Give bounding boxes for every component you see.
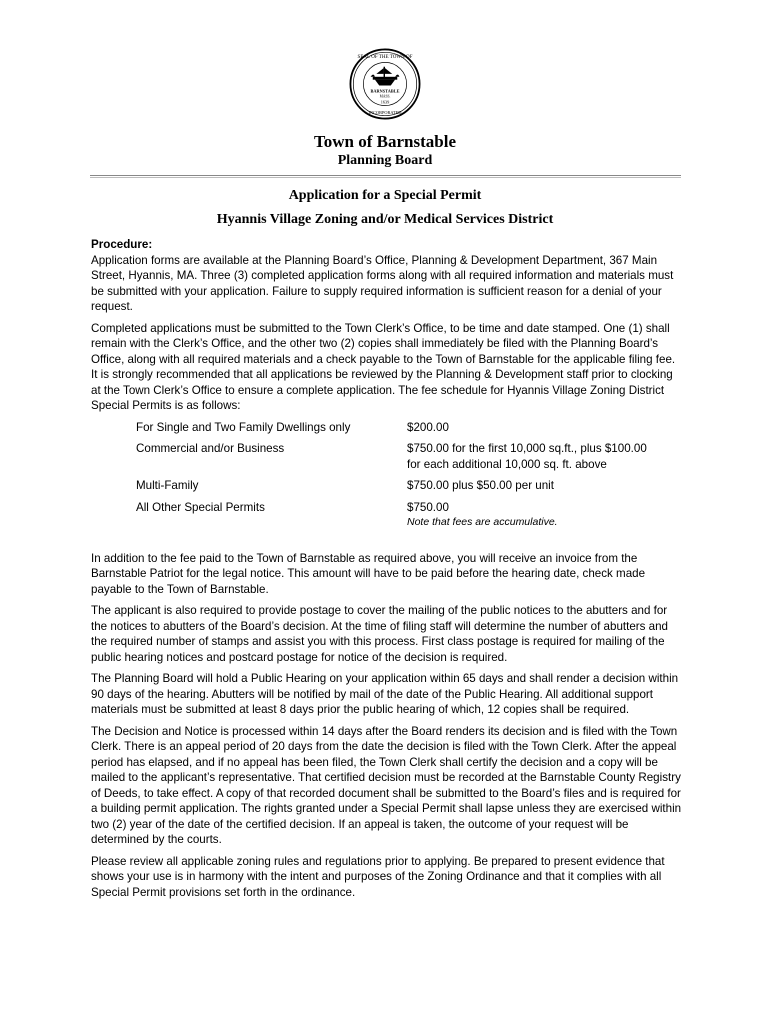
procedure-paragraph-1: Application forms are available at the Planning Board’s Office, Planning & Development Department, 367 Main Street, Hyannis, MA. Three (3) completed application forms along with all required information and materials must be submitted with your application. Failure to supply required information is sufficient reason for a denial of your request. <box>91 253 674 313</box>
postage-paragraph: The applicant is also required to provide postage to cover the mailing of the public notices to the abutters and for the notices to abutters of the Board’s decision. At the time of filing staff will determine the number of abutters and the required number of stamps and assist you with this process. First class postage is required for mailing of the public hearing notices and postcard postage for notice of the decision is required. <box>91 604 669 664</box>
fee-amount-block <box>407 441 683 472</box>
fee-amount: $750.00 for the first 10,000 sq.ft., plus $100.00 <box>407 442 647 455</box>
fee-row <box>136 500 683 531</box>
svg-text:INCORPORATED: INCORPORATED <box>368 110 402 116</box>
document-body <box>91 237 683 906</box>
svg-text:SEAL OF THE TOWN OF: SEAL OF THE TOWN OF <box>357 55 413 61</box>
spacer <box>91 537 683 551</box>
hearing-paragraph: The Planning Board will hold a Public Hearing on your application within 65 days and shall render a decision within 90 days of the hearing. Abutters will be notified by mail of the date of the Public Hearing. All additional support materials must be submitted at least 8 days prior the public hearing of which, 12 copies shall be required. <box>91 672 679 716</box>
review-paragraph: Please review all applicable zoning rules and regulations prior to applying. Be prepared to present evidence that shows your use is in harmony with the intent and purposes of the Zoning Ordinance and that it complies with all Special Permit provisions set forth in the ordinance. <box>91 854 665 899</box>
application-subtitle: Hyannis Village Zoning and/or Medical Services District <box>216 212 554 227</box>
fee-row <box>136 420 683 436</box>
svg-text:MASS.: MASS. <box>379 94 391 99</box>
fee-amount-continued: for each additional 10,000 sq. ft. above <box>407 457 607 471</box>
svg-text:1639: 1639 <box>380 99 390 105</box>
fee-category: Multi-Family <box>136 479 199 492</box>
fee-row <box>136 441 683 472</box>
fee-category: Commercial and/or Business <box>136 442 285 455</box>
decision-paragraph: The Decision and Notice is processed within 14 days after the Board renders its decision and is filed with the Town Clerk. There is an appeal period of 20 days from the date the decision is filed with the Town Clerk. After the appeal period has elapsed, and if no appeal has been filed, the Town Clerk shall certify the decision and a copy will be mailed to the applicant’s representative. That certified decision must be recorded at the Barnstable County Registry of Deeds, to take effect. A copy of that recorded document shall be submitted to the Board’s files and is required for a building permit application. The rights granted under a Special Permit shall lapse unless they are exercised within two (2) year of the date of the certified decision. If an appeal is taken, the outcome of your request will be determined by the courts. <box>91 724 682 846</box>
fee-category: For Single and Two Family Dwellings only <box>136 420 351 434</box>
fee-note: Note that fees are accumulative. <box>407 516 558 528</box>
page-subtitle: Planning Board <box>337 153 433 168</box>
svg-text:BARNSTABLE: BARNSTABLE <box>370 88 400 94</box>
procedure-heading: Procedure: <box>91 238 153 251</box>
procedure-paragraph-2: Completed applications must be submitted to the Town Clerk’s Office, to be time and date stamped. One (1) shall remain with the Clerk’s Office, and the other two (2) copies shall immediately be filed with the Planning Board’s Office, along with all required materials and a check payable to the Town of Barnstable for the applicable filing fee. It is strongly recommended that all applications be reviewed by the Planning & Development staff prior to clocking at the Town Clerk’s Office to ensure a complete application. The fee schedule for Hyannis Village Zoning District Special Permits is as follows: <box>91 321 676 412</box>
fee-amount-block <box>407 500 683 531</box>
invoice-paragraph: In addition to the fee paid to the Town of Barnstable as required above, you will receive an invoice from the Barnstable Patriot for the legal notice. This amount will have to be paid before the hearing date, check made payable to the Town of Barnstable. <box>91 551 646 596</box>
fee-amount: $200.00 <box>407 420 449 434</box>
header-divider <box>90 175 681 178</box>
fee-row <box>136 478 683 494</box>
town-seal-logo <box>349 48 421 120</box>
fee-schedule <box>136 420 683 531</box>
application-title: Application for a Special Permit <box>288 188 482 203</box>
page-title: Town of Barnstable <box>313 132 456 151</box>
fee-amount: $750.00 plus $50.00 per unit <box>407 479 554 492</box>
fee-category: All Other Special Permits <box>136 500 265 514</box>
fee-amount: $750.00 <box>407 500 449 514</box>
